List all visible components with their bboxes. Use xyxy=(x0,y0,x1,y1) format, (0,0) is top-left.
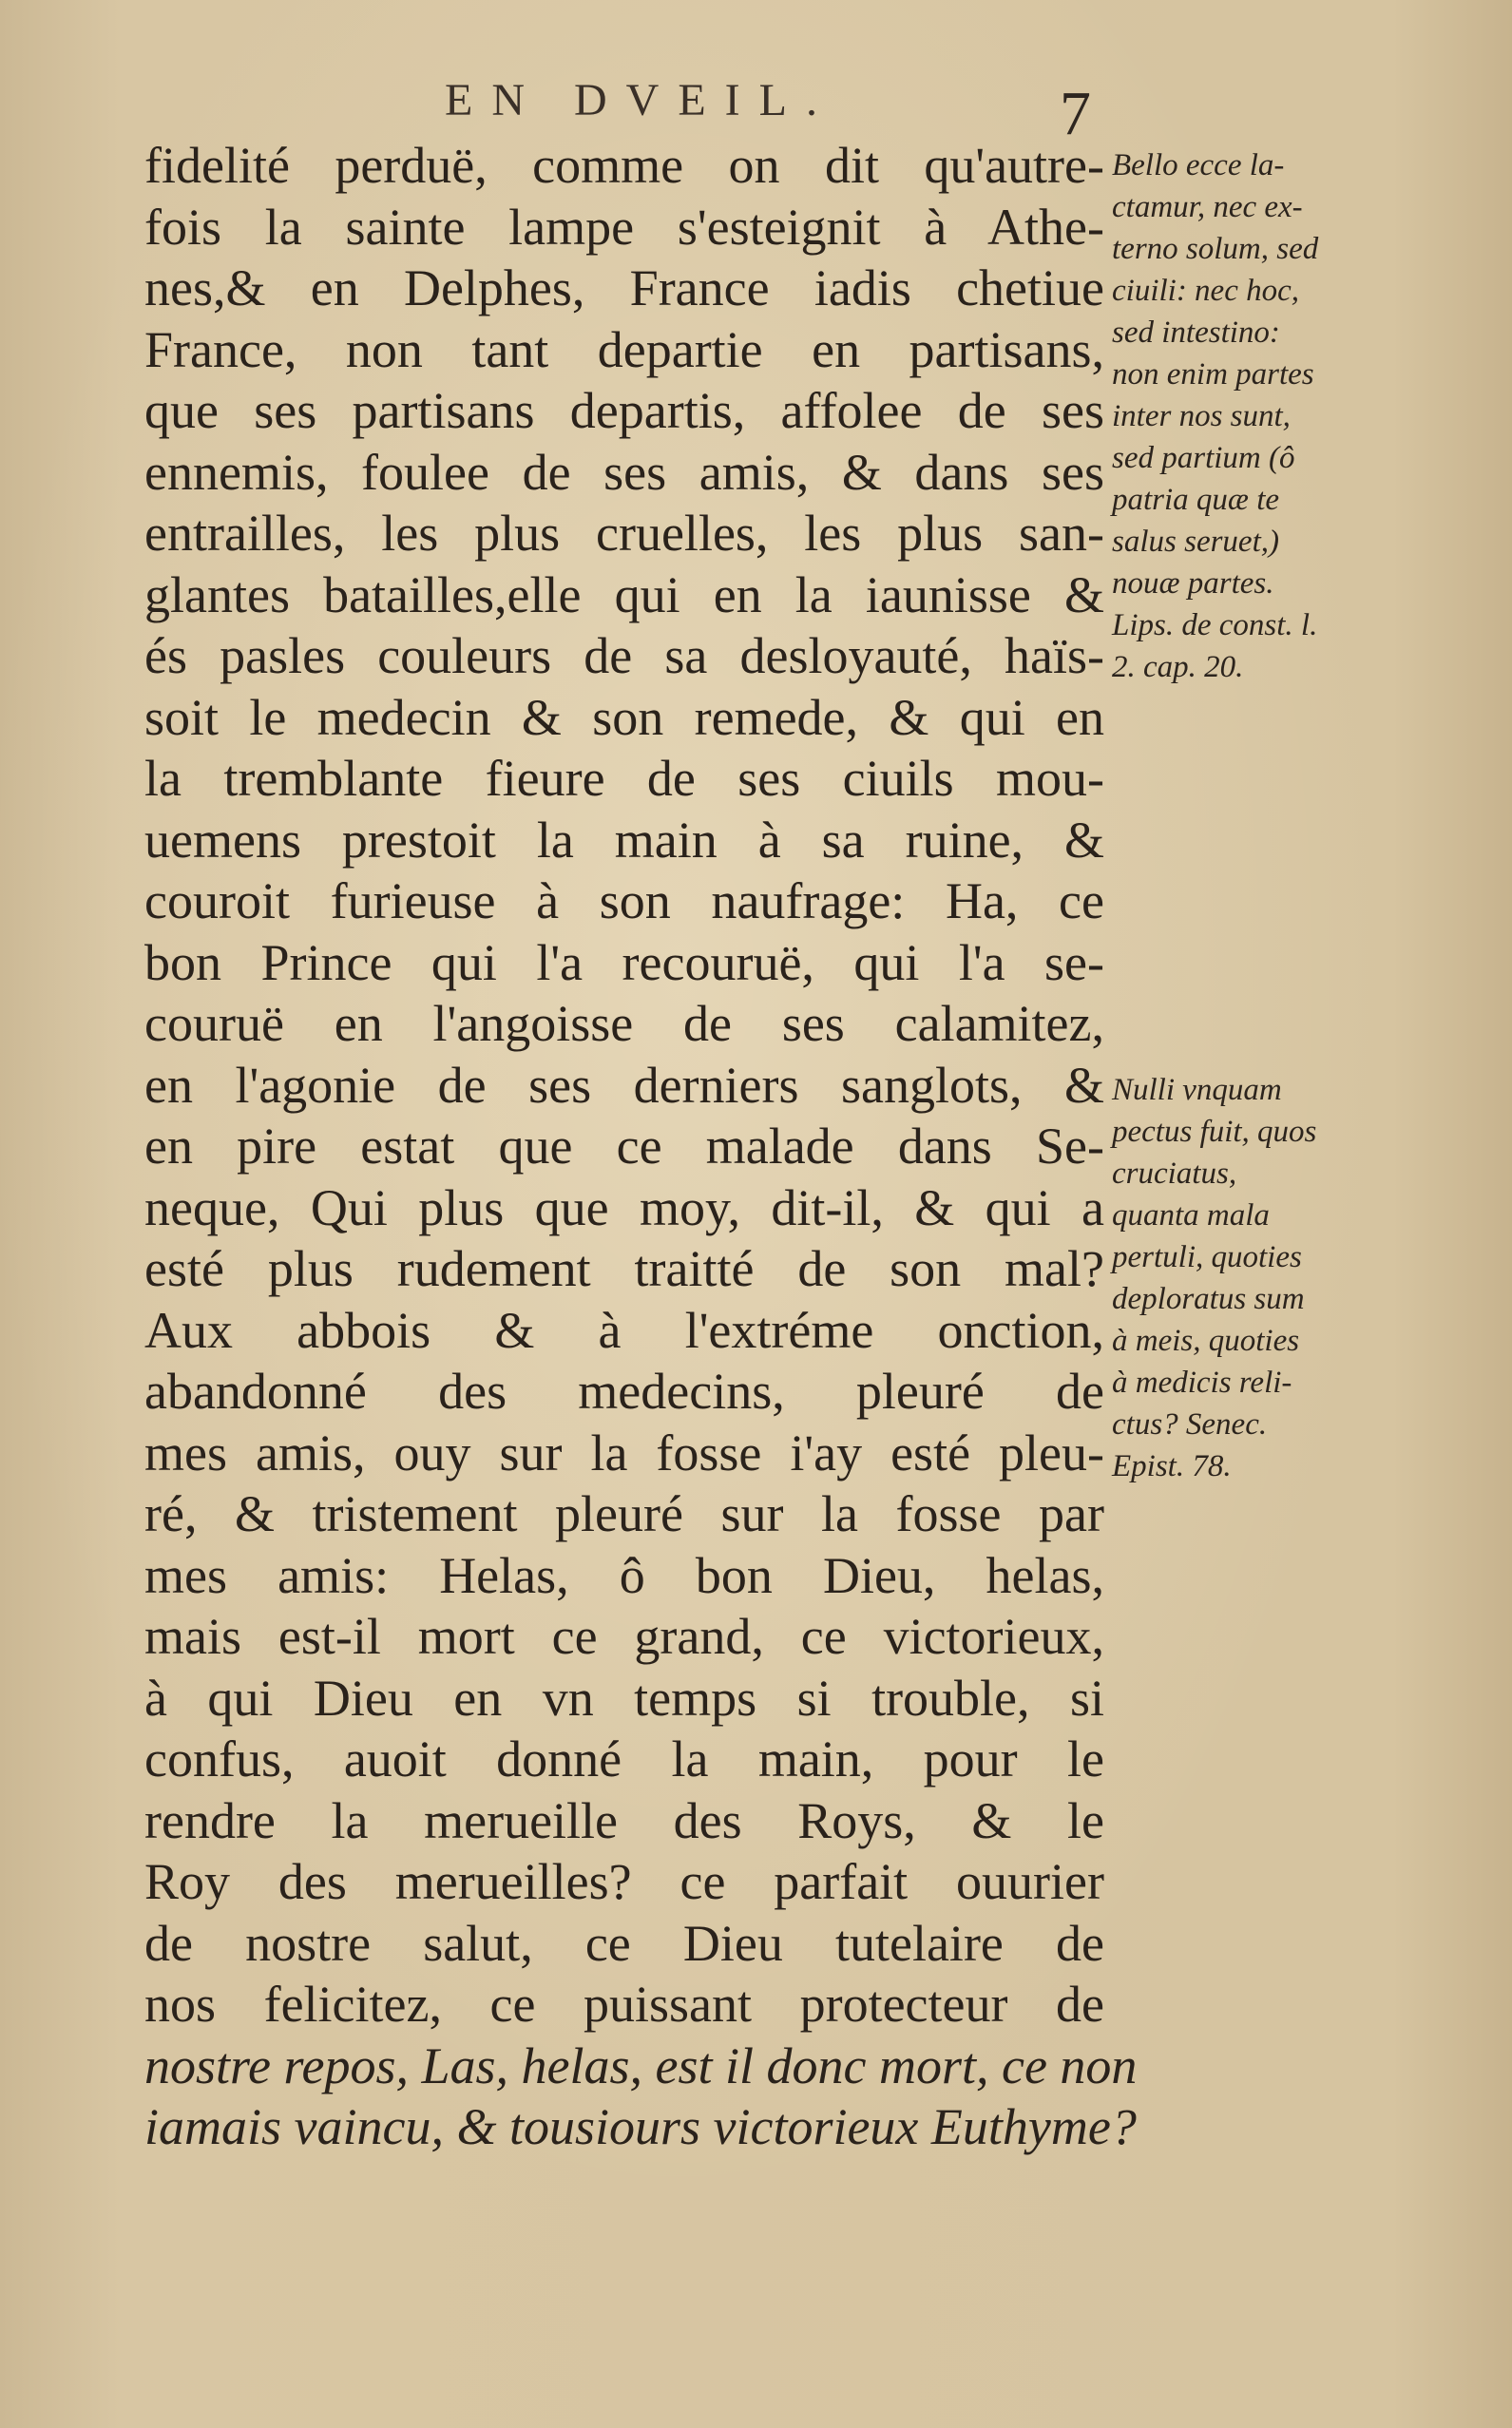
text-line: soit le medecin & son remede, & qui en xyxy=(144,688,1104,746)
margin-note-line: patria quæ te xyxy=(1112,483,1280,517)
text-line: Aux abbois & à l'extréme onction, xyxy=(144,1301,1104,1359)
page-number: 7 xyxy=(1060,79,1091,148)
margin-note-line: ctus? Senec. xyxy=(1112,1407,1268,1442)
margin-note-line: ctamur, nec ex- xyxy=(1112,190,1303,224)
text-line: couroit furieuse à son naufrage: Ha, ce xyxy=(144,872,1104,929)
margin-note-seneca xyxy=(1112,1069,1383,1487)
margin-note-line: quanta mala xyxy=(1112,1198,1270,1233)
text-line: que ses partisans departis, affolee de ses xyxy=(144,382,1104,439)
margin-note-line: sed intestino: xyxy=(1112,315,1280,350)
text-line: mes amis, ouy sur la fosse i'ay esté pleu- xyxy=(144,1424,1104,1482)
text-line: neque, Qui plus que moy, dit-il, & qui a xyxy=(144,1178,1104,1236)
margin-note-line: pertuli, quoties xyxy=(1112,1240,1302,1274)
margin-note-line: Epist. 78. xyxy=(1112,1449,1232,1483)
text-line: confus, auoit donné la main, pour le xyxy=(144,1730,1104,1788)
text-line: nes,& en Delphes, France iadis chetiue xyxy=(144,259,1104,316)
main-text-block xyxy=(144,135,1138,2158)
text-line: glantes batailles,elle qui en la iaunisse & xyxy=(144,565,1104,623)
text-line: de nostre salut, ce Dieu tutelaire de xyxy=(144,1914,1104,1972)
margin-note-line: à meis, quoties xyxy=(1112,1324,1300,1358)
text-line: uemens prestoit la main à sa ruine, & xyxy=(144,811,1104,869)
text-line: abandonné des medecins, pleuré de xyxy=(144,1363,1104,1420)
text-line: és pasles couleurs de sa desloyauté, haïs- xyxy=(144,627,1104,684)
margin-note-line: salus seruet,) xyxy=(1112,525,1279,559)
margin-note-line: Nulli vnquam xyxy=(1112,1073,1282,1107)
margin-note-line: à medicis reli- xyxy=(1112,1366,1292,1400)
text-line: bon Prince qui l'a recouruë, qui l'a se- xyxy=(144,933,1104,991)
text-line: en l'agonie de ses derniers sanglots, & xyxy=(144,1056,1104,1114)
text-line: esté plus rudement traitté de son mal? xyxy=(144,1240,1104,1297)
margin-note-line: deploratus sum xyxy=(1112,1282,1305,1316)
text-line: mes amis: Helas, ô bon Dieu, helas, xyxy=(144,1546,1104,1604)
margin-note-line: inter nos sunt, xyxy=(1112,399,1291,433)
text-line: couruë en l'angoisse de ses calamitez, xyxy=(144,995,1104,1052)
margin-note-line: terno solum, sed xyxy=(1112,232,1319,266)
margin-note-line: Bello ecce la- xyxy=(1112,148,1285,182)
text-line: mais est-il mort ce grand, ce victorieux, xyxy=(144,1608,1104,1665)
text-line: en pire estat que ce malade dans Se- xyxy=(144,1118,1104,1175)
text-line: iamais vaincu, & tousiours victorieux Euthyme? xyxy=(144,2098,1137,2155)
text-line: ennemis, foulee de ses amis, & dans ses xyxy=(144,443,1104,501)
margin-note-line: sed partium (ô xyxy=(1112,441,1295,475)
text-line: entrailles, les plus cruelles, les plus san- xyxy=(144,505,1104,562)
running-title: EN DVEIL. xyxy=(445,75,836,125)
text-line: rendre la merueille des Roys, & le xyxy=(144,1791,1104,1849)
text-line: nos felicitez, ce puissant protecteur de xyxy=(144,1976,1104,2033)
margin-note-line: cruciatus, xyxy=(1112,1157,1237,1191)
margin-note-lipsius xyxy=(1112,144,1383,688)
text-line: à qui Dieu en vn temps si trouble, si xyxy=(144,1669,1104,1727)
text-line: France, non tant departie en partisans, xyxy=(144,320,1104,378)
margin-note-line: ciuili: nec hoc, xyxy=(1112,274,1300,308)
margin-note-line: Lips. de const. l. xyxy=(1112,608,1318,642)
margin-note-line: 2. cap. 20. xyxy=(1112,650,1244,684)
text-line: fois la sainte lampe s'esteignit à Athe- xyxy=(144,198,1104,256)
text-line: Roy des merueilles? ce parfait ouurier xyxy=(144,1853,1104,1910)
margin-note-line: non enim partes xyxy=(1112,357,1314,392)
text-line: la tremblante fieure de ses ciuils mou- xyxy=(144,750,1104,807)
text-line: ré, & tristement pleuré sur la fosse par xyxy=(144,1485,1104,1542)
margin-note-line: nouæ partes. xyxy=(1112,566,1274,601)
text-line: fidelité perduë, comme on dit qu'autre- xyxy=(144,137,1104,194)
margin-note-line: pectus fuit, quos xyxy=(1112,1115,1317,1149)
text-line: nostre repos, Las, helas, est il donc mort, ce non xyxy=(144,2036,1138,2094)
